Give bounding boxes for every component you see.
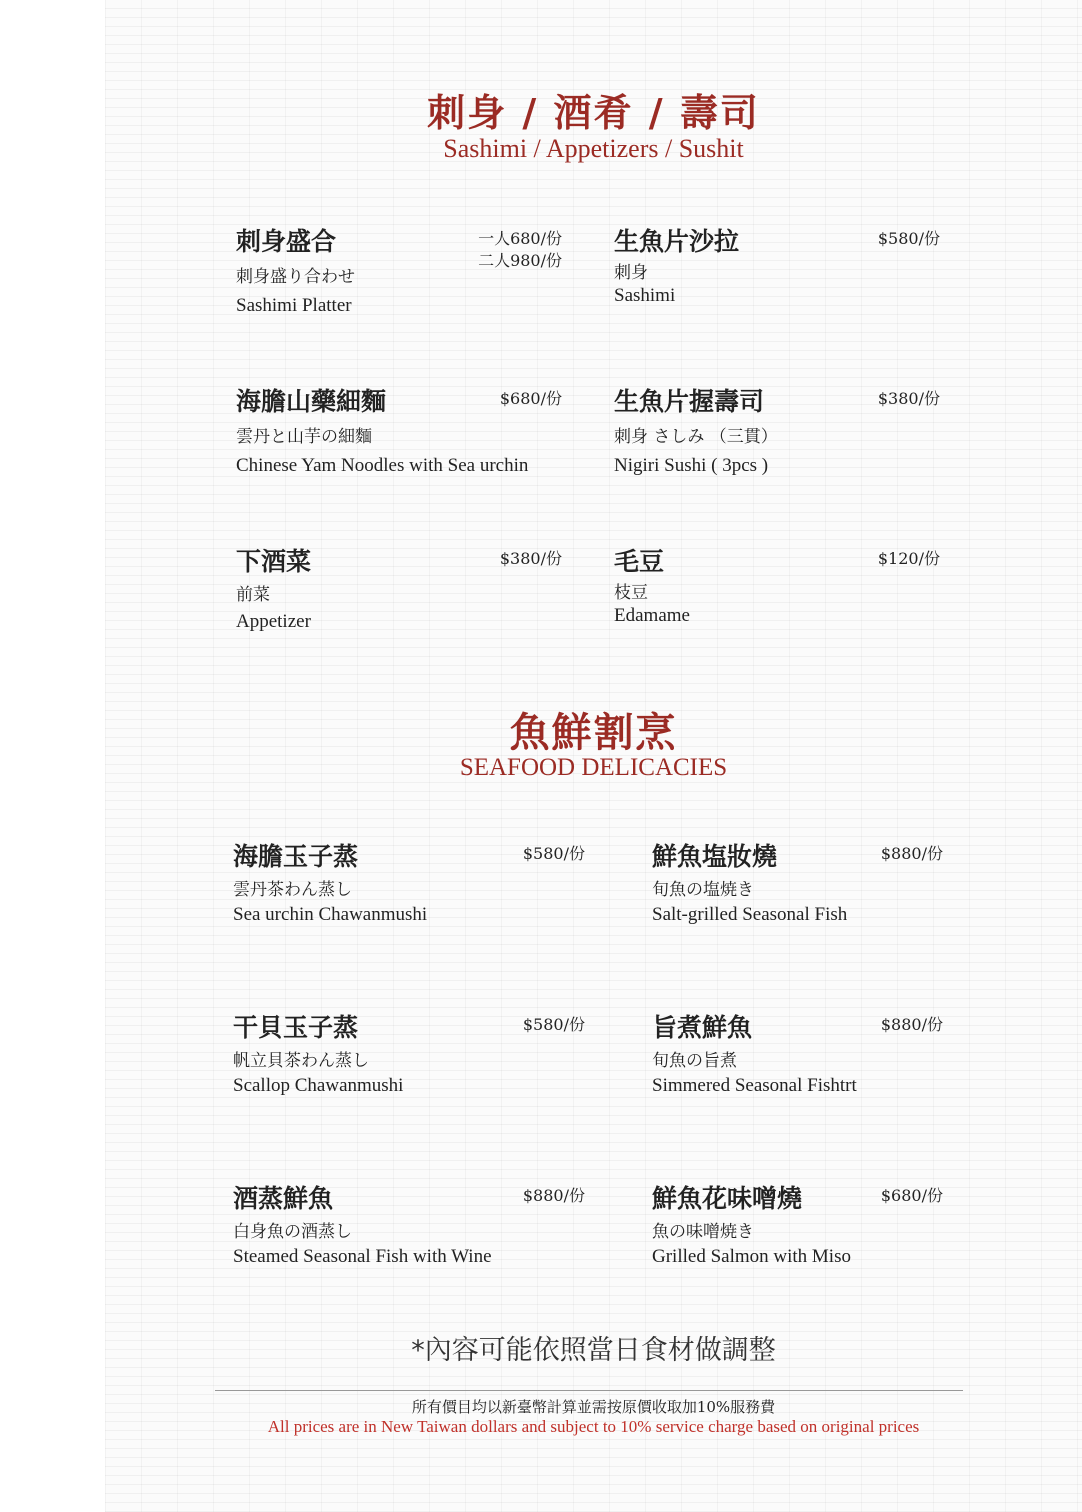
item-name-ja: 刺身 さしみ （三貫） [614,427,778,447]
menu-item [652,1183,851,1268]
item-name-en: Chinese Yam Noodles with Sea urchin [236,455,529,476]
menu-item [233,1183,492,1268]
price-line: $580/份 [877,229,940,248]
item-name-ja: 前菜 [236,585,270,605]
item-name-zh: 毛豆 [614,547,665,576]
item-name-zh: 海膽山藥細麵 [236,387,387,416]
menu-page [105,0,1082,1512]
menu-item [233,1012,403,1097]
item-name-en: Steamed Seasonal Fish with Wine [233,1246,492,1267]
menu-item [614,546,690,627]
item-name-ja: 白身魚の酒蒸し [233,1222,352,1242]
item-name-ja: 旬魚の塩焼き [652,880,754,900]
price-line: $680/份 [880,1186,943,1205]
footer-text-en: All prices are in New Taiwan dollars and subject to 10% service charge based on original prices [267,1417,920,1436]
item-name-zh: 刺身盛合 [236,227,337,256]
footer-divider [215,1390,963,1391]
item-name-ja: 刺身 [614,263,648,283]
item-name-en: Sashimi [614,285,676,306]
item-name-zh: 干貝玉子蒸 [233,1013,359,1042]
item-name-ja: 魚の味噌焼き [652,1222,754,1242]
price-line: $680/份 [499,389,562,408]
item-price [523,843,585,865]
price-line: $120/份 [877,549,940,568]
price-line: $880/份 [880,844,943,863]
item-name-en: Salt-grilled Seasonal Fish [652,904,848,925]
item-name-ja: 帆立貝茶わん蒸し [233,1051,369,1071]
item-price [523,1185,585,1207]
item-name-zh: 生魚片沙拉 [614,227,740,256]
item-name-zh: 鮮魚花味噌燒 [652,1184,803,1213]
menu-item [236,226,355,317]
section-title-en: SEAFOOD DELICACIES [459,754,728,781]
price-line: $580/份 [522,1015,585,1034]
item-name-en: Appetizer [236,611,311,632]
price-line: $380/份 [877,389,940,408]
menu-item [614,226,739,307]
item-name-en: Sea urchin Chawanmushi [233,904,428,925]
item-name-ja: 刺身盛り合わせ [236,267,355,287]
price-line: 一人680/份 [478,229,562,248]
item-name-ja: 旬魚の旨煮 [652,1051,737,1071]
item-price [878,548,940,570]
item-name-zh: 下酒菜 [236,547,312,576]
menu-item [652,1012,857,1097]
footer-text-zh: 所有價目均以新臺幣計算並需按原價收取加10%服務費 [411,1398,776,1416]
item-name-en: Nigiri Sushi ( 3pcs ) [614,455,769,476]
menu-item [652,841,847,926]
item-name-zh: 酒蒸鮮魚 [233,1184,334,1213]
ingredient-note: *內容可能依照當日食材做調整 [411,1335,776,1366]
item-name-zh: 鮮魚塩妝燒 [652,842,778,871]
menu-item [236,546,311,633]
menu-item [236,386,528,477]
item-name-ja: 枝豆 [614,583,648,603]
section-title-en: Sashimi / Appetizers / Sushit [443,134,744,163]
section-title-zh: 刺身 / 酒肴 / 壽司 [427,90,760,135]
price-line: $880/份 [522,1186,585,1205]
menu-item [233,841,427,926]
item-price [881,1185,943,1207]
item-name-en: Grilled Salmon with Miso [652,1246,851,1267]
price-line: $380/份 [499,549,562,568]
menu-item [614,386,778,477]
price-line: $580/份 [522,844,585,863]
section-title-zh: 魚鮮割烹 [509,709,678,756]
item-name-zh: 旨煮鮮魚 [652,1013,753,1042]
item-name-zh: 生魚片握壽司 [614,387,765,416]
item-name-en: Sashimi Platter [236,295,352,316]
item-price [478,228,562,272]
item-name-en: Simmered Seasonal Fishtrt [652,1075,857,1096]
item-price [500,388,562,410]
item-price [500,548,562,570]
price-line: $880/份 [880,1015,943,1034]
price-line: 二人980/份 [478,251,562,270]
item-price [881,843,943,865]
item-name-ja: 雲丹と山芋の細麵 [236,427,372,447]
item-name-en: Edamame [614,605,690,626]
item-price [523,1014,585,1036]
item-price [878,388,940,410]
item-name-en: Scallop Chawanmushi [233,1075,404,1096]
item-name-ja: 雲丹茶わん蒸し [233,880,352,900]
item-price [878,228,940,250]
item-price [881,1014,943,1036]
item-name-zh: 海膽玉子蒸 [233,842,359,871]
